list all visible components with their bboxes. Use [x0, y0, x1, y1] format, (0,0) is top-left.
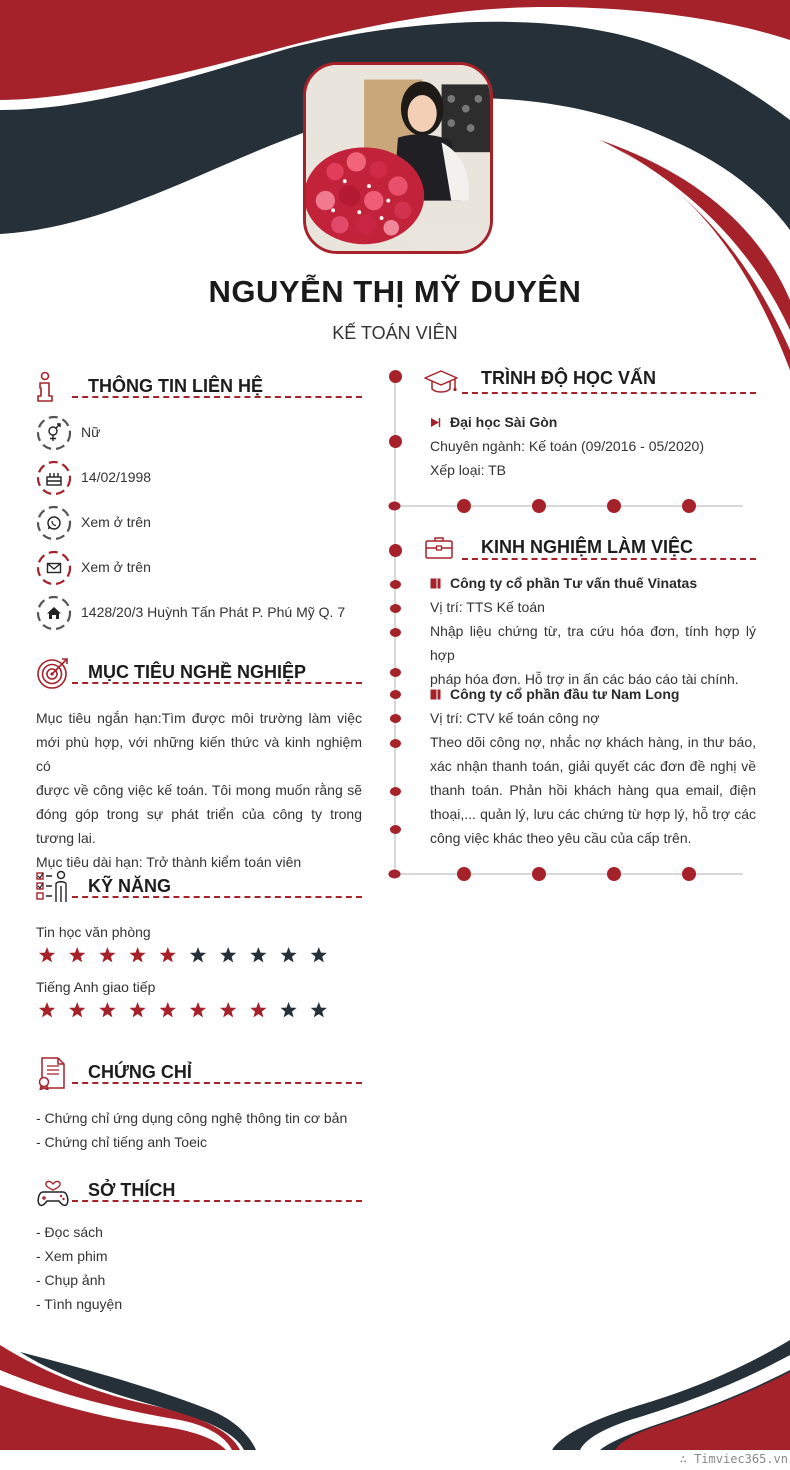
contact-birthday	[36, 460, 366, 496]
timeline-dot	[390, 604, 401, 613]
hobby-item: - Đọc sách	[36, 1224, 103, 1240]
certificates-heading: CHỨNG CHỈ	[88, 1062, 192, 1082]
objective-text	[36, 706, 362, 874]
email-text: Xem ở trên	[81, 559, 151, 575]
contact-gender	[36, 415, 366, 451]
experience-heading: KINH NGHIỆM LÀM VIỆC	[481, 537, 694, 557]
education-section-header	[424, 364, 756, 398]
objective-section-header	[36, 656, 362, 690]
objective-line: Mục tiêu ngắn hạn:Tìm được môi trường làm việc	[36, 710, 362, 726]
square-marker-icon	[430, 578, 441, 589]
job-position: Vị trí: TTS Kế toán	[430, 599, 545, 615]
home-icon	[36, 595, 72, 631]
gender-text: Nữ	[81, 424, 101, 440]
job-position: Vị trí: CTV kế toán công nợ	[430, 710, 600, 726]
timeline-dot	[390, 787, 401, 796]
star-filled-icon	[69, 947, 85, 962]
contact-phone	[36, 505, 366, 541]
watermark-text: Timviec365.vn	[694, 1452, 788, 1466]
avatar	[303, 62, 493, 254]
job-desc-line: thoại,... quản lý, lưu các chứng từ hợp lý, hỗ trợ các	[430, 806, 756, 822]
birthday-cake-icon	[36, 460, 72, 496]
objective-heading: MỤC TIÊU NGHỀ NGHIỆP	[88, 662, 307, 682]
timeline-dot	[390, 739, 401, 748]
objective-line: Mục tiêu dài hạn: Trở thành kiểm toán viên	[36, 854, 302, 870]
birthday-text: 14/02/1998	[81, 469, 152, 485]
timeline-dot	[390, 714, 401, 723]
envelope-icon	[36, 550, 72, 586]
square-marker-icon	[430, 689, 441, 700]
star-empty-icon	[190, 947, 206, 962]
section-divider	[72, 1200, 362, 1202]
timeline-dot	[389, 544, 402, 557]
objective-line: đóng góp trong sự phát triển của công ty trong	[36, 806, 362, 822]
job-desc-line: công việc khác theo yêu cầu của cấp trên.	[430, 830, 692, 846]
objective-line: được về công việc kế toán. Tôi mong muốn rằng sẽ	[36, 782, 362, 798]
star-filled-icon	[190, 1002, 206, 1017]
timeline-dot	[390, 628, 401, 637]
education-major: Chuyên ngành: Kế toán (09/2016 - 05/2020)	[430, 438, 704, 454]
star-filled-icon	[99, 1002, 115, 1017]
certificate-item: - Chứng chỉ ứng dụng công nghệ thông tin cơ bản	[36, 1110, 348, 1126]
job-desc-line: Theo dõi công nợ, nhắc nợ khách hàng, in thư báo,	[430, 734, 756, 750]
hobby-item: - Xem phim	[36, 1248, 108, 1264]
star-filled-icon	[130, 947, 146, 962]
graduation-cap-icon	[424, 364, 458, 398]
star-filled-icon	[130, 1002, 146, 1017]
star-filled-icon	[220, 1002, 236, 1017]
star-empty-icon	[311, 1002, 327, 1017]
job-description	[430, 619, 756, 691]
section-divider	[462, 392, 756, 394]
star-filled-icon	[250, 1002, 266, 1017]
certificate-icon	[36, 1056, 70, 1090]
certificate-item: - Chứng chỉ tiếng anh Toeic	[36, 1134, 207, 1150]
address-text: 1428/20/3 Huỳnh Tấn Phát P. Phú Mỹ Q. 7	[81, 604, 346, 620]
info-icon	[36, 370, 70, 404]
section-separator	[388, 866, 743, 882]
company-name: Công ty cổ phần đầu tư Nam Long	[450, 686, 680, 702]
star-filled-icon	[39, 1002, 55, 1017]
star-filled-icon	[160, 1002, 176, 1017]
skills-heading: KỸ NĂNG	[88, 876, 172, 896]
company-name: Công ty cổ phần Tư vấn thuế Vinatas	[450, 575, 698, 591]
play-marker-icon	[430, 417, 441, 428]
section-divider	[72, 396, 362, 398]
skill-name: Tin học văn phòng	[36, 924, 151, 940]
certificates-section-header	[36, 1056, 362, 1090]
education-heading: TRÌNH ĐỘ HỌC VẤN	[481, 368, 656, 388]
star-empty-icon	[281, 947, 297, 962]
job-desc-line: pháp hóa đơn. Hỗ trợ in ấn các báo cáo tài chính.	[430, 671, 739, 687]
hobby-item: - Tình nguyện	[36, 1296, 123, 1312]
job-desc-line: Nhập liệu chứng từ, tra cứu hóa đơn, tính hợp lý hợp	[430, 623, 756, 663]
target-icon	[36, 656, 70, 690]
section-divider	[462, 558, 756, 560]
contact-email	[36, 550, 366, 586]
timeline-dot	[390, 825, 401, 834]
hobbies-section-header	[36, 1174, 362, 1208]
candidate-name: NGUYỄN THỊ MỸ DUYÊN	[208, 274, 582, 309]
star-empty-icon	[281, 1002, 297, 1017]
star-filled-icon	[99, 947, 115, 962]
hobby-item: - Chụp ảnh	[36, 1272, 106, 1288]
watermark: ∴ Timviec365.vn	[679, 1452, 788, 1466]
contact-address	[36, 595, 366, 631]
star-filled-icon	[69, 1002, 85, 1017]
star-filled-icon	[39, 947, 55, 962]
star-filled-icon	[160, 947, 176, 962]
school-name: Đại học Sài Gòn	[450, 414, 558, 430]
objective-line: mới phù hợp, với những kiến thức và kinh nghiệm có	[36, 734, 362, 774]
contact-heading: THÔNG TIN LIÊN HỆ	[88, 376, 263, 396]
phone-text: Xem ở trên	[81, 514, 151, 530]
contact-section-header	[36, 370, 362, 404]
skill-rating	[36, 945, 336, 965]
gamepad-heart-icon	[36, 1174, 70, 1208]
skill-name: Tiếng Anh giao tiếp	[36, 979, 156, 995]
education-grade: Xếp loại: TB	[430, 462, 507, 478]
star-empty-icon	[311, 947, 327, 962]
hobbies-heading: SỞ THÍCH	[88, 1180, 176, 1200]
timeline-dot	[390, 580, 401, 589]
section-separator	[388, 498, 743, 514]
job-description	[430, 730, 756, 850]
job-desc-line: thanh toán. Phản hồi khách hàng qua email, điện	[430, 782, 756, 798]
timeline-dot	[390, 690, 401, 699]
timeline-dot	[390, 668, 401, 677]
star-empty-icon	[220, 947, 236, 962]
timeline-dot	[389, 370, 402, 383]
briefcase-icon	[424, 531, 458, 565]
timeline-dot	[389, 435, 402, 448]
section-divider	[72, 1082, 362, 1084]
star-empty-icon	[250, 947, 266, 962]
gender-icon	[36, 415, 72, 451]
skills-section-header	[36, 870, 362, 904]
experience-section-header	[424, 531, 756, 565]
job-desc-line: xác nhận thanh toán, giải quyết các đơn đề nghị về	[430, 758, 756, 774]
whatsapp-icon	[36, 505, 72, 541]
checklist-person-icon	[36, 870, 70, 904]
objective-line: tương lai.	[36, 830, 96, 846]
section-divider	[72, 896, 362, 898]
skill-rating	[36, 1000, 336, 1020]
job-title: KẾ TOÁN VIÊN	[332, 323, 458, 343]
timeline-line	[394, 376, 396, 876]
section-divider	[72, 682, 362, 684]
